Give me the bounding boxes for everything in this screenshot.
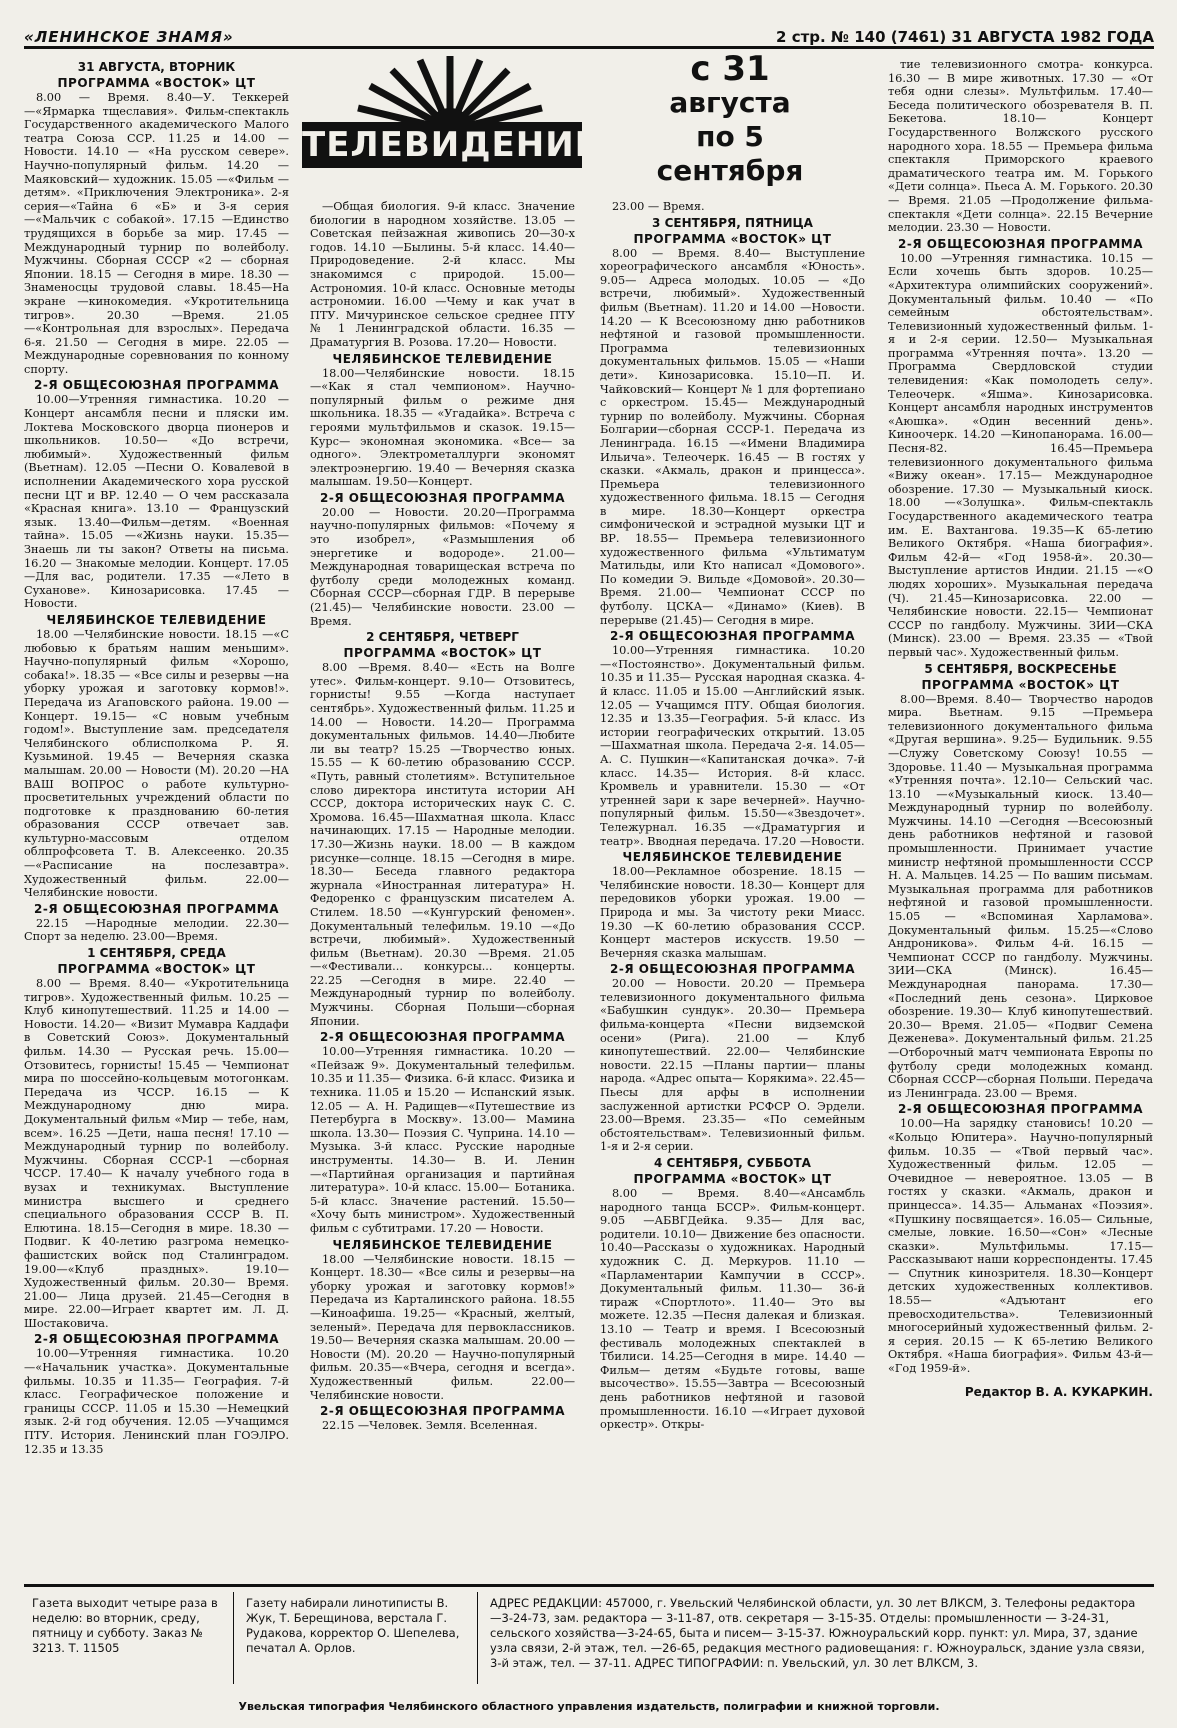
schedule-text: —Общая биология. 9-й класс. Значение биологии в народном хозяйстве. 13.05 — Советская пейзажная живопись 20—30-х годов. 14.10 —Былины. 5-й класс. 14.40—Природоведение. 2-й класс. Мы знакомимся с природой. 15.00— Астрономия. 10-й класс. Основные методы астрономии. 16.00 —Чему и как учат в ПТУ. Мичуринское сельское среднее ПТУ № 1 Ленинградской области. 16.35 —Драматургия В. Розова. 17.20— Новости. xyxy=(310,200,575,349)
dates-line-3: по 5 xyxy=(696,120,764,153)
schedule-text: 18.00 —Челябинские новости. 18.15 —Концерт. 18.30— «Все силы и резервы—на уборку урожая и заготовку кормов!» Передача из Карталинского района. 18.55 —Киноафиша. 19.25— «Красный, желтый, зеленый». Передача для первоклассников. 19.50— Вечерняя сказка малышам. 20.00 — Новости (М). 20.20 — Научно-популярный фильм. 20.35—«Вчера, сегодня и всегда». Художественный фильм. 22.00— Челябинские новости. xyxy=(310,1252,575,1402)
program-heading: 2-Я ОБЩЕСОЮЗНАЯ ПРОГРАММА xyxy=(897,1102,1143,1117)
banner-title: ТЕЛЕВИДЕНИЕ xyxy=(302,122,582,168)
day-heading: 3 СЕНТЯБРЯ, ПЯТНИЦА xyxy=(652,215,813,230)
schedule-text: 10.00—Утренняя гимнастика. 10.20 —«Начальник участка». Документальные фильмы. 10.35 и 11.35— География. 7-й класс. Географическое положение и границы СССР. 11.05 и 15.30 —Немецкий язык. 2-й год обучения. 12.05 —Учащимся ПТУ. История. Ленинский план ГОЭЛРО. 12.35 и 13.35 xyxy=(24,1347,289,1456)
schedule-text: 10.00—Утренняя гимнастика. 10.20 —«Постоянство». Документальный фильм. 10.35 и 11.35— Русская народная сказка. 4-й класс. 11.05 и 15.00 —Английский язык. 12.05 — Учащимся ПТУ. Общая биология. 12.35 и 13.35—География. 5-й класс. Из истории географических открытий. 13.05 —Шахматная школа. Передача 2-я. 14.05—А. С. Пушкин—«Капитанская дочка». 7-й класс. 14.35— История. 8-й класс. Кромвель и уравнители. 15.30 — «От утренней зари к заре вечерней». Научно- популярный фильм. 15.50—«Звездочет». Тележурнал. 16.35 —«Драматургия и театр». Вводная передача. 17.20 —Новости. xyxy=(600,644,865,848)
program-heading: 2-Я ОБЩЕСОЮЗНАЯ ПРОГРАММА xyxy=(319,1404,565,1419)
program-heading: ПРОГРАММА «ВОСТОК» ЦТ xyxy=(57,962,256,977)
day-heading: 4 СЕНТЯБРЯ, СУББОТА xyxy=(654,1156,811,1170)
program-heading: 2-Я ОБЩЕСОЮЗНАЯ ПРОГРАММА xyxy=(609,629,855,644)
editorial-address: АДРЕС РЕДАКЦИИ: 457000, г. Увельский Челябинской области, ул. 30 лет ВЛКСМ, 3. Телефоны редактора —3-24-73, зам. редактора — 3-11-87, отв. секретаря — 3-15-35. Отделы: промышленности — 3-24-31, сельского хозяйства—3-24-65, быта и писем— 3-15-37. Южноуральский корр. пункт: ул. Мира, 37, здание узла связи, 2-й этаж, тел. —26-65, редакция местного радиовещания: г. Южноуральск, здание узла связи, 3-й этаж, тел. — 37-11. АДРЕС ТИПОГРАФИИ: п. Увельский, ул. 30 лет ВЛКСМ, 3. xyxy=(490,1596,1145,1670)
program-heading: ПРОГРАММА «ВОСТОК» ЦТ xyxy=(633,231,832,246)
day-heading: 2 СЕНТЯБРЯ, ЧЕТВЕРГ xyxy=(366,630,519,645)
publication-info: Газета выходит четыре раза в неделю: во вторник, среду, пятницу и субботу. Заказ № 3213. Т. 11505 xyxy=(24,1592,234,1684)
schedule-text: 18.00—Рекламное обозрение. 18.15 — Челябинские новости. 18.30— Концерт для передовиков уборки урожая. 19.00 — Природа и мы. За чистоту реки Миасс. 19.30 —К 60-летию образования СССР. Концерт мастеров искусств. 19.50 — Вечерняя сказка малышам. xyxy=(600,865,865,960)
dates-line-1: с 31 xyxy=(690,49,770,89)
program-heading: ПРОГРАММА «ВОСТОК» ЦТ xyxy=(57,76,256,90)
column-4 xyxy=(888,58,1153,1578)
schedule-text: 8.00 — Время. 8.40—У. Теккерей—«Ярмарка тщеславия». Фильм-спектакль Государственного академического Малого театра Союза ССР. 11.25 и 14.00 — Новости. 14.10 — «На русском севере». Научно-популярный фильм. 14.20 — Маяковский— художник. 15.05 —«Фильм — детям». «Приключения Электроника». 2-я серия—«Тайна 6 «Б» и 3-я серия —«Мальчик с собакой». 17.15 —Единство трудящихся в борьбе за мир. 17.45 — Международный турнир по волейболу. Мужчины. Сборная СССР «2 — сборная Японии. 18.15 — Сегодня в мире. 18.30 —Знаменосцы трудовой славы. 18.45—На экране —кинокомедия. «Укротительница тигров». 20.30 —Время. 21.05 —«Контрольная для взрослых». Передача 6-я. 21.50 — Сегодня в мире. 22.05 —Международные соревнования по конному спорту. xyxy=(24,91,289,376)
program-heading: ПРОГРАММА «ВОСТОК» ЦТ xyxy=(921,677,1120,692)
day-heading: 31 АВГУСТА, ВТОРНИК xyxy=(77,60,236,74)
footer xyxy=(24,1592,1154,1692)
column-3 xyxy=(600,200,865,1564)
issue-line: 2 стр. № 140 (7461) 31 АВГУСТА 1982 ГОДА xyxy=(776,28,1154,46)
schedule-text: 8.00 — Время. 8.40— Выступление хореографического ансамбля «Юность». 9.05— Адреса молодых. 10.05 — «До встречи, любимый». Художественный фильм (Вьетнам). 11.20 и 14.00 —Новости. 14.20 — К Всесоюзному дню работников нефтяной и газовой промышленности. Программа телевизионных документальных фильмов. 15.05 — «Наши дети». Кинозарисовка. 15.10—П. И. Чайковский— Концерт № 1 для фортепиано с оркестром. 15.45— Международный турнир по волейболу. Мужчины. Сборная Болгарии—сборная СССР-1. Передача из Ленинграда. 16.15 —«Имени Владимира Ильича». Телеочерк. 16.45 — В гостях у сказки. «Акмаль, дракон и принцесса». Премьера телевизионного художественного фильма. 18.15 — Сегодня в мире. 18.30—Концерт оркестра симфонической и эстрадной музыки ЦТ и ВР. 18.55— Премьера телевизионного художественного фильма «Ультиматум Матильды, или Кто написал «Домового». По комедии Э. Вильде «Домовой». 20.30— Время. 21.00— Чемпионат СССР по футболу. ЦСКА— «Динамо» (Киев). В перерыве (21.45)— Сегодня в мире. xyxy=(600,246,865,627)
schedule-text: 10.00—На зарядку становись! 10.20 — «Кольцо Юпитера». Научно-популярный фильм. 10.35 — «Твой первый час». Художественный фильм. 12.05 — Очевидное — невероятное. 13.05 — В гостях у сказки. «Акмаль, дракон и принцесса». 14.35— Альманах «Поэзия». «Пушкину посвящается». 16.05— Сильные, смелые, ловкие. 16.50—«Сон» «Лесные сказки». Мультфильмы. 17.15—Рассказывают наши корреспонденты. 17.45— Спутник кинозрителя. 18.30—Концерт детских художественных коллективов. 18.55— «Адъютант его превосходительства». Телевизионный многосерийный художественный фильм. 2-я серия. 20.15 — К 65-летию Великого Октября. «Наша биография». Фильм 43-й— «Год 1959-й». xyxy=(888,1117,1153,1376)
sunburst-icon xyxy=(300,50,600,190)
schedule-text: 20.00 — Новости. 20.20 — Премьера телевизионного документального фильма «Бабушкин сундук». 20.30— Премьера фильма-концерта «Песни видземской осени» (Рига). 21.00 — Клуб кинопутешествий. 22.00— Челябинские новости. 22.15 —Планы партии— планы народа. «Адрес опыта— Корякима». 22.45— Пьесы для арфы в исполнении заслуженной артистки РСФСР О. Эрдели. 23.00—Время. 23.35— «По семейным обстоятельствам». Телевизионный фильм. 1-я и 2-я серии. xyxy=(600,977,865,1154)
newspaper-name: «ЛЕНИНСКОЕ ЗНАМЯ» xyxy=(24,28,234,46)
schedule-text: тие телевизионного смотра- конкурса. 16.30 — В мире животных. 17.30 — «От тебя одни слезы». Мультфильм. 17.40— Беседа политического обозревателя В. П. Бекетова. 18.10— Концерт Государственного Волжского русского народного хора. 18.55 — Премьера фильма спектакля Приморского краевого драматического театра им. М. Горького «Дети солнца». Пьеса А. М. Горького. 20.30— Время. 21.05 —Продолжение фильма-спектакля «Дети солнца». 22.15 Вечерние мелодии. 23.30 — Новости. xyxy=(888,58,1153,235)
program-heading: 2-Я ОБЩЕСОЮЗНАЯ ПРОГРАММА xyxy=(319,1030,565,1045)
dates-line-4: сентября xyxy=(656,154,804,187)
program-heading: 2-Я ОБЩЕСОЮЗНАЯ ПРОГРАММА xyxy=(319,490,565,505)
schedule-text: 22.15 —Человек. Земля. Вселенная. xyxy=(322,1419,538,1433)
banner-dates xyxy=(600,49,860,188)
tv-banner xyxy=(300,50,875,190)
column-1 xyxy=(24,58,289,1564)
program-heading: ПРОГРАММА «ВОСТОК» ЦТ xyxy=(633,1172,832,1186)
typesetting-credits: Газету набирали линотиписты В. Жук, Т. Берещинова, верстала Г. Рудакова, корректор О. Шепелева, печатал А. Орлов. xyxy=(238,1592,478,1684)
program-heading: ПРОГРАММА «ВОСТОК» ЦТ xyxy=(343,646,542,661)
printer-line: Увельская типография Челябинского областного управления издательств, полиграфии и книжной торговли. xyxy=(238,1700,940,1713)
schedule-text: 23.00 — Время. xyxy=(612,200,705,213)
schedule-text: 10.00—Утренняя гимнастика. 10.20 — «Пейзаж 9». Документальный телефильм. 10.35 и 11.35— Физика. 6-й класс. Физика и техника. 11.05 и 15.20 — Испанский язык. 12.05 — А. Н. Радищев—«Путешествие из Петербурга в Москву». 13.00— Мамина школа. 13.30— Поэзия С. Чуприна. 14.10 — Музыка. 3-й класс. Русские народные инструменты. 14.30— В. И. Ленин —«Партийная организация и партийная литература». 10-й класс. 15.00— Ботаника. 5-й класс. Значение растений. 15.50— «Хочу быть министром». Художественный фильм с субтитрами. 17.20 — Новости. xyxy=(310,1045,575,1235)
masthead xyxy=(24,24,1154,49)
program-heading: ЧЕЛЯБИНСКОЕ ТЕЛЕВИДЕНИЕ xyxy=(622,850,843,865)
program-heading: 2-Я ОБЩЕСОЮЗНАЯ ПРОГРАММА xyxy=(609,962,855,977)
schedule-text: 8.00 — Время. 8.40— «Укротительница тигров». Художественный фильм. 10.25 — Клуб кинопутешествий. 11.25 и 14.00 — Новости. 14.20— «Визит Мумавра Каддафи в Советский Союз». Документальный фильм. 14.30 — Русская речь. 15.00—Отзовитесь, горнисты! 15.45 — Чемпионат мира по шоссейно-кольцевым мотогонкам. Передача из ЧССР. 16.15 — К Международному дню мира. Документальный фильм «Мир — тебе, нам, всем». 16.25 —Дети, наша песня! 17.10 — Международный турнир по волейболу. Мужчины. Сборная СССР-1 —сборная ЧССР. 17.40— К началу учебного года в вузах и техникумах. Выступление министра высшего и среднего специального образования СССР В. П. Елютина. 18.15—Сегодня в мире. 18.30 —Подвиг. К 40-летию разгрома немецко-фашистских войск под Сталинградом. 19.00—«Клуб праздных». 19.10— Художественный фильм. 20.30— Время. 21.00— Лица друзей. 21.45—Сегодня в мире. 22.00—Играет квартет им. Л. Д. Шостаковича. xyxy=(24,977,289,1330)
schedule-text: 10.00 —Утренняя гимнастика. 10.15 — Если хочешь быть здоров. 10.25— «Архитектура олимпийских сооружений». Документальный фильм. 10.40 — «По семейным обстоятельствам». Телевизионный художественный фильм. 1-я и 2-я серии. 12.50— Музыкальная программа «Утренняя почта». 13.20 — Программа Свердловской студии телевидения: «Как помолодеть селу». Телеочерк. «Яшма». Кинозарисовка. Концерт ансамбля народных инструментов «Аюшка». «Один весенний день». Киноочерк. 14.20 —Кинопанорама. 16.00— Песня-82. 16.45—Премьера телевизионного документального фильма «Вижу океан». 17.15— Международное обозрение. 17.30 — Музыкальный киоск. 18.00 —«Золушка». Фильм-спектакль Государственного академического театра им. Е. Вахтангова. 19.35—К 65-летию Великого Октября. «Наша биография». Фильм 42-й— «Год 1958-й». 20.30— Выступление артистов Индии. 21.15 —«О людях хороших». Музыкальная передача (Ч). 21.45—Кинозарисовка. 22.00 — Челябинские новости. 22.15— Чемпионат СССР по гандболу. Мужчины. ЗИИ—СКА (Минск). 23.00 — Время. 23.35 — «Твой первый час». Художественный фильм. xyxy=(888,251,1153,659)
program-heading: 2-Я ОБЩЕСОЮЗНАЯ ПРОГРАММА xyxy=(33,901,279,916)
schedule-text: 22.15 —Народные мелодии. 22.30— Спорт за неделю. 23.00—Время. xyxy=(24,916,289,944)
column-2 xyxy=(310,200,575,1564)
program-heading: 2-Я ОБЩЕСОЮЗНАЯ ПРОГРАММА xyxy=(33,1332,279,1347)
tv-logo xyxy=(300,50,600,190)
schedule-text: 18.00 —Челябинские новости. 18.15 —«С любовью к братьям нашим меньшим». Научно-популярный фильм «Хорошо, собака!». 18.35 — «Все силы и резервы —на уборку урожая и заготовку кормов!». Передача из Агаповского района. 19.00 — Концерт. 19.15— «С новым учебным годом!». Выступление зам. председателя Челябинского облисполкома Р. Я. Кузьминой. 19.45 — Вечерняя сказка малышам. 20.00 — Новости (М). 20.20 —НА ВАШ ВОПРОС о работе культурно-просветительных учреждений области по подготовке к празднованию 60-летия образования СССР отвечает зав. культурно-массовым отделом облпрофсовета Т. В. Алексеенко. 20.35 —«Расписание на послезавтра». Художественный фильм. 22.00—Челябинские новости. xyxy=(24,627,289,900)
day-heading: 5 СЕНТЯБРЯ, ВОСКРЕСЕНЬЕ xyxy=(924,661,1117,676)
program-heading: ЧЕЛЯБИНСКОЕ ТЕЛЕВИДЕНИЕ xyxy=(332,351,553,366)
schedule-text: 18.00—Челябинские новости. 18.15 —«Как я стал чемпионом». Научно-популярный фильм о режиме дня школьника. 18.35 — «Угадайка». Встреча с героями мультфильмов и сказок. 19.15—Курс— экономная экономика. «Все— за одного». Электрометаллурги экономят электроэнергию. 19.40 — Вечерняя сказка малышам. 19.50—Концерт. xyxy=(310,366,575,489)
schedule-text: 8.00—Время. 8.40— Творчество народов мира. Вьетнам. 9.15 —Премьера телевизионного документального фильма «Другая вершина». 9.25— Будильник. 9.55 —Служу Советскому Союзу! 10.55 — Здоровье. 11.40 — Музыкальная программа «Утренняя почта». 12.10— Сельский час. 13.10 —«Музыкальный киоск. 13.40— Международный турнир по волейболу. Мужчины. 14.10 —Сегодня —Всесоюзный день работников нефтяной и газовой промышленности. Принимает участие министр нефтяной промышленности СССР Н. А. Мальцев. 14.25 — По вашим письмам. Музыкальная программа для работников нефтяной и газовой промышленности. 15.05 — «Вспоминая Харламова». Документальный фильм. 15.25—«Слово Андроникова». Фильм 4-й. 16.15 — Чемпионат СССР по гандболу. Мужчины. ЗИИ—СКА (Минск). 16.45— Международная панорама. 17.30— «Последний день сезона». Цирковое обозрение. 19.30— Клуб кинопутешествий. 20.30— Время. 21.05— «Подвиг Семена Деженева». Документальный фильм. 21.25—Отборочный матч чемпионата Европы по футболу среди молодежных команд. Сборная СССР—сборная Польши. Передача из Ленинграда. 23.00 — Время. xyxy=(888,692,1153,1100)
program-heading: ЧЕЛЯБИНСКОЕ ТЕЛЕВИДЕНИЕ xyxy=(332,1237,553,1252)
schedule-text: 8.00 — Время. 8.40—«Ансамбль народного танца БССР». Фильм-концерт. 9.05 —АБВГДейка. 9.35— Для вас, родители. 10.10— Движение без опасности. 10.40—Рассказы о художниках. Народный художник С. Д. Меркуров. 11.10 — «Парламентарии Кампучии в СССР». Документальный фильм. 11.30— 36-й тираж «Спортлото». 11.40— Это вы можете. 12.35 —Песня далекая и близкая. 13.10 — Театр и время. I Всесоюзный фестиваль молодежных спектаклей в Тбилиси. 14.25—Сегодня в мире. 14.40 — Фильм— детям «Будьте готовы, ваше высочество». 15.55—Завтра — Всесоюзный день работников нефтяной и газовой промышленности. 16.10 —«Играет духовой оркестр». Откры- xyxy=(600,1187,865,1432)
day-heading: 1 СЕНТЯБРЯ, СРЕДА xyxy=(87,946,226,961)
program-heading: 2-Я ОБЩЕСОЮЗНАЯ ПРОГРАММА xyxy=(897,236,1143,251)
schedule-text: 8.00 —Время. 8.40— «Есть на Волге утес». Фильм-концерт. 9.10— Отзовитесь, горнисты! 9.55 —Когда наступает сентябрь». Художественный фильм. 11.25 и 14.00 — Новости. 14.20— Программа документальных фильмов. 14.40—Любите ли вы театр? 15.25 —Творчество юных. 15.55 — К 60-летию образованию СССР. «Путь, равный столетиям». Вступительное слово директора института истории АН СССР, доктора исторических наук С. С. Хромова. 16.45—Шахматная школа. Класс начинающих. 17.15 — Народные мелодии. 17.30—Жизнь науки. 18.00 — В каждом рисунке—солнце. 18.15 —Сегодня в мире. 18.30— Беседа главного редактора журнала «Иностранная литература» Н. Федоренко с французским писателем А. Стилем. 18.50 —«Кунгурский феномен». Документальный телефильм. 19.10 —«До встречи, любимый». Художественный фильм (Вьетнам). 20.30 —Время. 21.05—«Фестивали... конкурсы... концерты. 22.25 —Сегодня в мире. 22.40 — Международный турнир по волейболу. Мужчины. Сборная Польши—сборная Японии. xyxy=(310,661,575,1028)
dates-line-2: августа xyxy=(669,86,791,119)
editor-credit: Редактор В. А. КУКАРКИН. xyxy=(964,1384,1153,1399)
schedule-text: 20.00 — Новости. 20.20—Программа научно-популярных фильмов: «Почему я это изобрел», «Размышления об энергетике и водороде». 21.00— Международная товарищеская встреча по футболу среди молодежных команд. Сборная СССР—сборная ГДР. В перерыве (21.45)— Челябинские новости. 23.00 —Время. xyxy=(310,505,575,628)
schedule-text: 10.00—Утренняя гимнастика. 10.20 — Концерт ансамбля песни и пляски им. Локтева Московского дворца пионеров и школьников. 10.50— «До встречи, любимый». Художественный фильм (Вьетнам). 12.05 —Песни О. Ковалевой в исполнении Академического хора русской песни ЦТ и ВР. 12.40 — О чем рассказала «Красная книга». 13.10 — Французский язык. 13.40—Фильм—детям. «Военная тайна». 15.05 —«Жизнь науки. 15.35— Знаешь ли ты закон? Ответы на письма. 16.20 — Знакомые мелодии. Концерт. 17.05—Для вас, родители. 17.35 —«Лето в Суханове». Кинозарисовка. 17.45 —Новости. xyxy=(24,393,289,611)
program-heading: 2-Я ОБЩЕСОЮЗНАЯ ПРОГРАММА xyxy=(33,378,279,393)
footer-rule xyxy=(24,1584,1154,1587)
program-heading: ЧЕЛЯБИНСКОЕ ТЕЛЕВИДЕНИЕ xyxy=(46,612,267,627)
